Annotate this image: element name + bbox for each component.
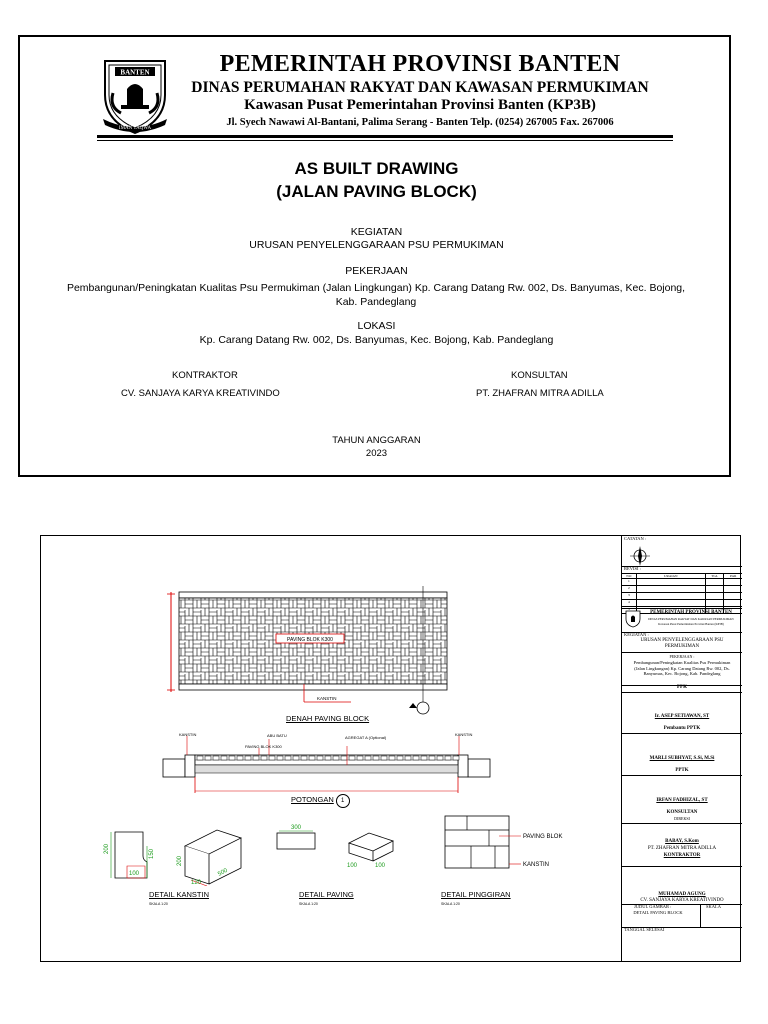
- tahun-anggaran-value: 2023: [365, 448, 388, 459]
- kanstin-iso-500: 500: [217, 867, 229, 878]
- detail-kanstin-scale: SKALA 1:20: [149, 902, 168, 906]
- rev-header-tgl: TGL: [705, 574, 724, 578]
- kegiatan-label: KEGIATAN: [350, 226, 403, 238]
- header-office: Kawasan Pusat Pemerintahan Provinsi Banten (KP3B): [244, 97, 596, 113]
- lokasi-label: LOKASI: [357, 320, 396, 332]
- kanstin-dim-100: 100: [129, 871, 140, 877]
- section-block: [397, 756, 403, 760]
- detail-pinggiran-scale: SKALA 1:20: [441, 902, 460, 906]
- tb-skala-label: SKALA: [706, 904, 722, 909]
- section-paving: PAVING BLOK K300: [245, 744, 282, 749]
- section-block: [421, 756, 427, 760]
- tb-pptk-role: PPTK: [675, 768, 689, 773]
- plan-view-drawing: [161, 584, 461, 719]
- section-block: [237, 756, 243, 760]
- tb-konsultan-sub: DIREKSI: [674, 816, 690, 821]
- revision-row: 4: [622, 600, 742, 607]
- section-block: [405, 756, 411, 760]
- tb-judul-label: JUDUL GAMBAR :: [634, 904, 672, 909]
- detail-pinggiran-caption: DETAIL PINGGIRAN: [441, 890, 511, 899]
- header-address: Jl. Syech Nawawi Al-Bantani, Palima Serang - Banten Telp. (0254) 267005 Fax. 267006: [226, 117, 614, 128]
- detail-pinggiran-drawing: [441, 812, 591, 882]
- section-block: [213, 756, 219, 760]
- plan-kanstin-label: KANSTIN: [317, 696, 337, 701]
- revision-row: 1: [622, 579, 742, 586]
- section-block: [253, 756, 259, 760]
- section-block: [373, 756, 379, 760]
- section-kanstin-left: KANSTIN: [179, 732, 197, 737]
- kegiatan-value: URUSAN PENYELENGGARAAN PSU PERMUKIMAN: [249, 239, 504, 251]
- pinggiran-kanstin-label: KANSTIN: [523, 862, 550, 868]
- header-government: PEMERINTAH PROVINSI BANTEN: [219, 51, 621, 77]
- plan-caption: DENAH PAVING BLOCK: [286, 714, 370, 723]
- tb-direktur-company: CV. SANJAYA KARYA KREATIVINDO: [640, 898, 724, 903]
- section-block: [277, 756, 283, 760]
- lokasi-value: Kp. Carang Datang Rw. 002, Ds. Banyumas, Kec. Bojong, Kab. Pandeglang: [199, 334, 554, 346]
- detail-paving-scale: SKALA 1:20: [299, 902, 318, 906]
- tb-ppk-role: Pembantu PPTK: [663, 726, 701, 731]
- tb-kontraktor-role: KONTRAKTOR: [663, 853, 701, 858]
- drawing-sheet: [40, 535, 741, 962]
- north-arrow-icon: [628, 544, 652, 568]
- tb-judul-value: DETAIL PAVING BLOCK: [633, 910, 683, 915]
- kanstin-dim-150: 150: [149, 848, 155, 859]
- plan-paving-label: PAVING BLOK K300: [287, 637, 333, 643]
- section-caption: POTONGAN 1: [291, 794, 350, 808]
- tb-ppk-label: PPK: [677, 685, 687, 690]
- section-block: [429, 756, 435, 760]
- revision-row: 5: [622, 607, 742, 614]
- section-block: [301, 756, 307, 760]
- revision-row: 3: [622, 593, 742, 600]
- pinggiran-paving-label: PAVING BLOK: [523, 834, 563, 840]
- tb-kegiatan: URUSAN PENYELENGGARAAN PSU PERMUKIMAN: [640, 638, 724, 649]
- section-block: [389, 756, 395, 760]
- section-block: [205, 756, 211, 760]
- tb-header2: DINAS PERUMAHAN RAKYAT DAN KAWASAN PERMUKIMAN: [648, 617, 734, 621]
- paving-dim-300: 300: [291, 825, 302, 831]
- section-block: [309, 756, 315, 760]
- pekerjaan-label: PEKERJAAN: [345, 265, 408, 277]
- logo-bottom-text: IMAN TAQWA: [118, 126, 152, 131]
- tb-konsultan-name: IRFAN FADHIZAL, ST: [656, 798, 708, 803]
- kanstin-iso-120: 120: [191, 880, 202, 886]
- section-block: [285, 756, 291, 760]
- section-block: [365, 756, 371, 760]
- detail-paving-drawing: [269, 821, 409, 871]
- section-block: [341, 756, 347, 760]
- kontraktor-label: KONTRAKTOR: [172, 370, 238, 381]
- rev-header-no: NO: [626, 574, 632, 578]
- section-block: [349, 756, 355, 760]
- kanstin-dim-200: 200: [104, 843, 110, 854]
- cover-subtitle: (JALAN PAVING BLOCK): [276, 182, 477, 201]
- pekerjaan-value: Pembangunan/Peningkatan Kualitas Psu Permukiman (Jalan Lingkungan) Kp. Carang Datang Rw. 002, Ds. Banyumas, Kec. Bojong, Kab. Pandeglang: [66, 282, 686, 308]
- tb-revisi: REVISI :: [624, 566, 641, 571]
- section-agregat: AGREGAT A (Optional): [345, 735, 387, 740]
- rev-header-uraian: URAIAN: [636, 574, 705, 578]
- revision-row: 2: [622, 586, 742, 593]
- section-abu-batu: ABU BATU: [267, 733, 287, 738]
- tb-pptk-name: MARLI SUBHYAT, S.Si, M.Si: [649, 756, 715, 761]
- detail-kanstin-drawing: [101, 826, 261, 886]
- tb-pekerjaan-label: PEKERJAAN :: [669, 654, 695, 659]
- section-block: [197, 756, 203, 760]
- header-rule-thin: [97, 140, 673, 141]
- section-block: [413, 756, 419, 760]
- section-block: [445, 756, 451, 760]
- section-block: [437, 756, 443, 760]
- konsultan-label: KONSULTAN: [511, 370, 568, 381]
- banten-crest-logo: [99, 55, 171, 137]
- tb-pekerjaan: Pembangunan/Peningkatan Kualitas Psu Permukiman (Jalan Lingkungan) Kp. Carang Datang Rw. 002, Ds. Banyumas, Kec. Bojong, Kab. Pandeglang: [633, 660, 731, 676]
- section-block: [453, 756, 459, 760]
- section-block: [221, 756, 227, 760]
- tahun-anggaran-label: TAHUN ANGGARAN: [332, 435, 421, 446]
- section-block: [333, 756, 339, 760]
- detail-paving-caption: DETAIL PAVING: [299, 890, 354, 899]
- section-kanstin-right: KANSTIN: [455, 732, 473, 737]
- tb-kontraktor-person: BABAY, S.Kom: [665, 839, 699, 844]
- tb-kontraktor-company: PT. ZHAFRAN MITRA ADILLA: [647, 846, 717, 851]
- header-department: DINAS PERUMAHAN RAKYAT DAN KAWASAN PERMUKIMAN: [191, 79, 649, 96]
- tb-kegiatan-label: KEGIATAN :: [624, 632, 649, 637]
- tb-catatan: CATATAN :: [624, 536, 647, 541]
- section-block: [229, 756, 235, 760]
- tb-header1: PEMERINTAH PROVINSI BANTEN: [650, 610, 732, 615]
- header-rule-thick: [97, 135, 673, 138]
- tb-tanggal-label: TANGGAL SELESAI: [624, 927, 665, 932]
- kanstin-iso-200: 200: [177, 855, 183, 866]
- title-block: [621, 536, 742, 961]
- section-block: [357, 756, 363, 760]
- logo-top-text: BANTEN: [120, 68, 150, 77]
- tb-logo: [625, 610, 641, 628]
- section-block: [317, 756, 323, 760]
- cover-title: AS BUILT DRAWING: [294, 159, 459, 178]
- cover-sheet: [18, 35, 731, 477]
- section-block: [245, 756, 251, 760]
- paving-dim-100b: 100: [375, 863, 386, 869]
- rev-header-par: PAR: [723, 574, 742, 578]
- tb-direktur-name: MUHAMAD AGUNG: [658, 892, 706, 897]
- tb-header3: Kawasan Pusat Pemerintahan Provinsi Banten (KP3B): [658, 622, 724, 626]
- konsultan-value: PT. ZHAFRAN MITRA ADILLA: [476, 388, 604, 399]
- detail-kanstin-caption: DETAIL KANSTIN: [149, 890, 210, 899]
- section-block: [261, 756, 267, 760]
- tb-ppk-name: Ir. ASEP SETIAWAN, ST: [654, 714, 710, 719]
- section-block: [293, 756, 299, 760]
- paving-dim-100a: 100: [347, 863, 358, 869]
- section-marker: 1: [336, 794, 350, 808]
- tb-konsultan-role: KONSULTAN: [666, 810, 698, 815]
- kontraktor-value: CV. SANJAYA KARYA KREATIVINDO: [121, 388, 280, 399]
- section-block: [381, 756, 387, 760]
- section-block: [325, 756, 331, 760]
- section-block: [269, 756, 275, 760]
